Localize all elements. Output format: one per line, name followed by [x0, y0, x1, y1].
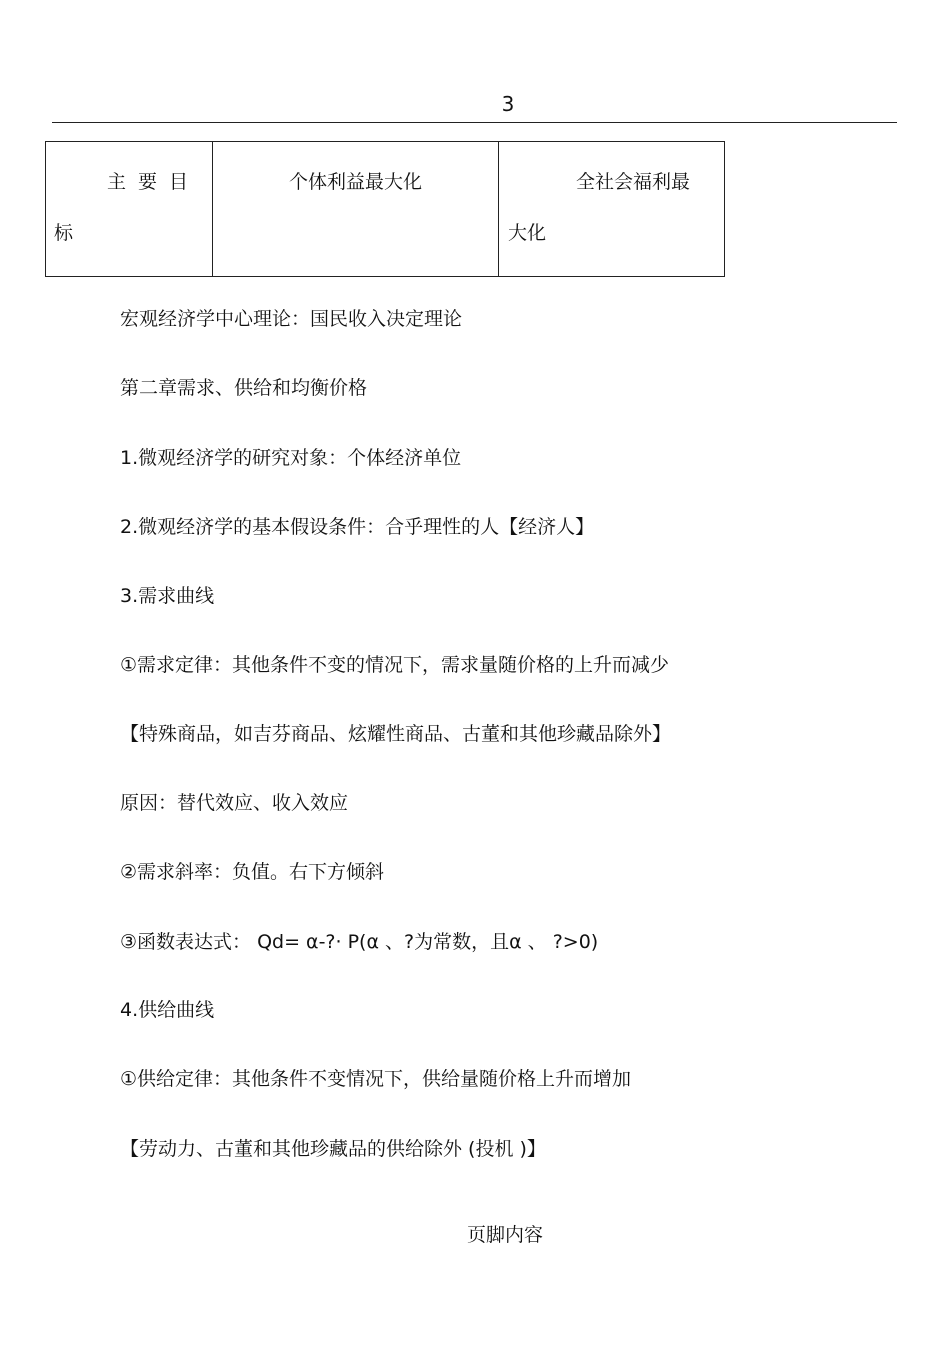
cell-label-line2: 标 — [54, 222, 74, 244]
table-cell-micro — [213, 142, 499, 277]
comparison-table — [45, 141, 725, 277]
body-line: 【劳动力、古董和其他珍藏品的供给除外 (投机 )】 — [120, 1138, 546, 1160]
cell-micro-text: 个体利益最大化 — [288, 171, 422, 193]
body-line: 1.微观经济学的研究对象：个体经济单位 — [120, 447, 462, 469]
table-cell-macro — [499, 142, 725, 277]
cell-macro-line1: 全社会福利最 — [576, 171, 691, 193]
body-line: 2.微观经济学的基本假设条件：合乎理性的人【经济人】 — [120, 516, 595, 538]
table-row — [46, 142, 725, 277]
body-line: 原因：替代效应、收入效应 — [120, 792, 349, 814]
header-rule — [52, 122, 897, 123]
body-line: ②需求斜率：负值。右下方倾斜 — [120, 861, 385, 883]
body-line: 宏观经济学中心理论：国民收入决定理论 — [120, 308, 463, 330]
body-line: 第二章需求、供给和均衡价格 — [120, 377, 368, 399]
body-line: 4.供给曲线 — [120, 999, 215, 1021]
cell-label-line1: 主要目 — [106, 171, 200, 193]
body-line: 【特殊商品，如吉芬商品、炫耀性商品、古董和其他珍藏品除外】 — [120, 723, 672, 745]
body-line: ①需求定律：其他条件不变的情况下，需求量随价格的上升而减少 — [120, 654, 670, 676]
page-number: 3 — [501, 92, 515, 116]
body-line: ③函数表达式： Qd= α-?· P(α 、?为常数，且α 、 ?>0) — [120, 931, 599, 953]
body-line: ①供给定律：其他条件不变情况下，供给量随价格上升而增加 — [120, 1068, 632, 1090]
cell-macro-line2: 大化 — [508, 222, 547, 244]
table-cell-label — [46, 142, 213, 277]
body-line: 3.需求曲线 — [120, 585, 215, 607]
page-footer: 页脚内容 — [466, 1224, 543, 1246]
